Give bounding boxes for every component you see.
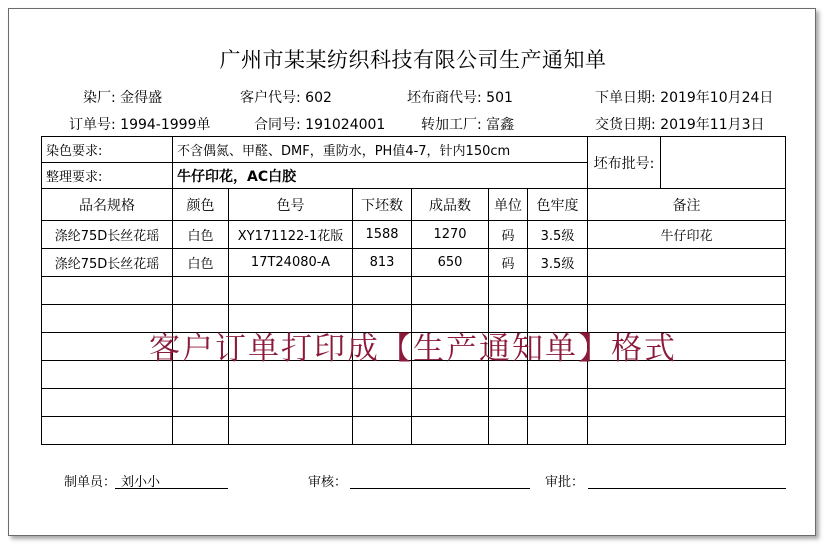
watermark-caption: 客户订单打印成【生产通知单】格式 bbox=[149, 331, 677, 367]
dye-requirement-value: 不含偶氮、甲醛、DMF，重防水，PH值4-7，针内150cm bbox=[173, 137, 588, 163]
table-row bbox=[42, 249, 786, 277]
column-header: 颜色 bbox=[173, 189, 229, 221]
approve-signature-line bbox=[588, 488, 786, 489]
table-row-empty bbox=[42, 417, 786, 445]
column-header: 成品数 bbox=[412, 189, 489, 221]
column-header: 色牢度 bbox=[528, 189, 588, 221]
column-header: 备注 bbox=[588, 189, 786, 221]
table-cell: 白色 bbox=[173, 221, 229, 249]
column-header: 单位 bbox=[489, 189, 528, 221]
dye-factory: 染厂: 金得盛 bbox=[83, 90, 163, 106]
batch-number-value bbox=[661, 137, 786, 189]
table-cell: 813 bbox=[353, 249, 412, 277]
contract-number: 合同号: 191024001 bbox=[254, 117, 386, 133]
table-cell: 3.5级 bbox=[528, 221, 588, 249]
processing-factory: 转加工厂: 富鑫 bbox=[421, 117, 515, 133]
table-cell bbox=[588, 249, 786, 277]
table-row bbox=[42, 221, 786, 249]
table-cell: 牛仔印花 bbox=[588, 221, 786, 249]
order-date: 下单日期: 2019年10月24日 bbox=[595, 90, 774, 106]
production-table bbox=[41, 136, 786, 445]
order-number: 订单号: 1994-1999单 bbox=[69, 117, 211, 133]
table-row-empty bbox=[42, 277, 786, 305]
customer-code: 客户代号: 602 bbox=[240, 90, 332, 106]
table-cell: 涤纶75D长丝花瑶 bbox=[42, 249, 173, 277]
table-cell: 650 bbox=[412, 249, 489, 277]
dye-requirement-label: 染色要求: bbox=[42, 137, 173, 163]
table-cell: 1588 bbox=[353, 221, 412, 249]
table-cell: 涤纶75D长丝花瑶 bbox=[42, 221, 173, 249]
delivery-date: 交货日期: 2019年11月3日 bbox=[595, 117, 765, 133]
review-label: 审核： bbox=[308, 475, 348, 490]
table-cell: 1270 bbox=[412, 221, 489, 249]
table-header-row bbox=[42, 189, 786, 221]
table-cell: 3.5级 bbox=[528, 249, 588, 277]
review-signature-line bbox=[350, 488, 530, 489]
table-cell: 码 bbox=[489, 249, 528, 277]
table-row-empty bbox=[42, 389, 786, 417]
table-cell: 码 bbox=[489, 221, 528, 249]
table-cell: 白色 bbox=[173, 249, 229, 277]
supplier-code: 坯布商代号: 501 bbox=[407, 90, 513, 106]
batch-number-label: 坯布批号: bbox=[588, 137, 661, 189]
finish-requirement-value: 牛仔印花，AC白胶 bbox=[173, 163, 588, 189]
maker-value: 刘小小 bbox=[121, 475, 161, 490]
column-header: 下坯数 bbox=[353, 189, 412, 221]
approve-label: 审批： bbox=[545, 475, 585, 490]
column-header: 品名规格 bbox=[42, 189, 173, 221]
table-cell: XY171122-1花版 bbox=[229, 221, 353, 249]
table-cell: 17T24080-A bbox=[229, 249, 353, 277]
finish-requirement-label: 整理要求: bbox=[42, 163, 173, 189]
maker-signature-line bbox=[115, 488, 228, 489]
document-title: 广州市某某纺织科技有限公司生产通知单 bbox=[219, 48, 607, 72]
column-header: 色号 bbox=[229, 189, 353, 221]
maker-label: 制单员： bbox=[64, 475, 117, 490]
